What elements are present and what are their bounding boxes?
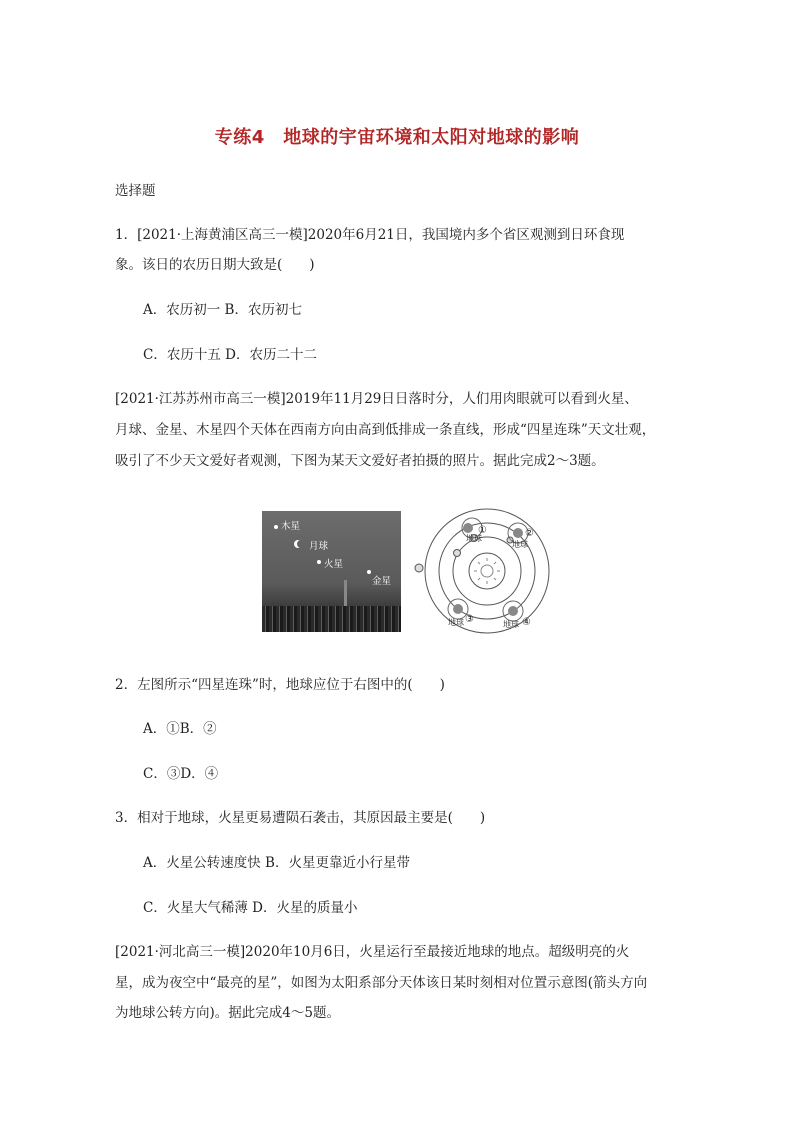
- planet-dot: [454, 550, 461, 557]
- mars-dot: [317, 560, 321, 564]
- venus-dot: [367, 570, 371, 574]
- jupiter-dot: [274, 525, 278, 529]
- question-1-options-cd: C．农历十五 D．农历二十二: [143, 347, 317, 363]
- earth-label-4: 地球: [503, 620, 519, 629]
- orbit-diagram: [412, 503, 562, 638]
- question-2-stem: 2．左图所示“四星连珠”时，地球应位于右图中的( ): [115, 677, 445, 693]
- moon-crescent-icon: [294, 540, 302, 548]
- city-skyline: [262, 606, 401, 632]
- intro-4-5-line-2: 星，成为夜空中“最亮的星”，如图为太阳系部分天体该日某时刻相对位置示意图(箭头方向: [115, 975, 648, 991]
- question-3-options-ab: A．火星公转速度快 B．火星更靠近小行星带: [143, 855, 410, 871]
- question-3-options-cd: C．火星大气稀薄 D．火星的质量小: [143, 900, 358, 916]
- intro-2-3-line-1: [2021·江苏苏州市高三一模]2019年11月29日日落时分，人们用肉眼就可以看到火星、: [115, 391, 638, 407]
- planet-dot: [415, 564, 423, 572]
- earth-position-4: [503, 601, 523, 621]
- intro-2-3-line-2: 月球、金星、木星四个天体在西南方向由高到低排成一条直线，形成“四星连珠”天文壮观，: [115, 422, 656, 438]
- question-2-options-ab: A．①B．②: [143, 721, 217, 737]
- question-2-options-cd: C．③D．④: [143, 766, 219, 782]
- intro-4-5-line-1: [2021·河北高三一模]2020年10月6日，火星运行至最接近地球的地点。超级明亮的火: [115, 944, 630, 960]
- position-number-1: ①: [478, 525, 487, 536]
- jupiter-label: 木星: [281, 521, 301, 532]
- position-number-2: ②: [525, 528, 534, 539]
- earth-label-2: 地球: [512, 540, 528, 549]
- position-number-4: ④: [522, 617, 531, 628]
- mars-label: 火星: [324, 559, 344, 570]
- question-1-line-1: 1．[2021·上海黄浦区高三一模]2020年6月21日，我国境内多个省区观测到日环食现: [115, 227, 625, 243]
- question-1-line-2: 象。该日的农历日期大致是( ): [115, 257, 315, 273]
- earth-label-3: 地球: [448, 618, 464, 627]
- page-title: 专练4 地球的宇宙环境和太阳对地球的影响: [214, 127, 580, 148]
- moon-label: 月球: [309, 541, 329, 552]
- question-1-options-ab: A．农历初一 B．农历初七: [143, 302, 302, 318]
- sun-icon: [474, 558, 500, 584]
- intro-4-5-line-3: 为地球公转方向)。据此完成4～5题。: [115, 1005, 340, 1021]
- position-number-3: ③: [465, 614, 474, 625]
- venus-label: 金星: [372, 576, 392, 587]
- question-3-stem: 3．相对于地球，火星更易遭陨石袭击，其原因最主要是( ): [115, 810, 486, 826]
- intro-2-3-line-3: 吸引了不少天文爱好者观测，下图为某天文爱好者拍摄的照片。据此完成2～3题。: [115, 453, 605, 469]
- section-heading: 选择题: [115, 183, 156, 199]
- four-planets-photo: [262, 511, 401, 632]
- earth-label-1: 地球: [466, 534, 482, 543]
